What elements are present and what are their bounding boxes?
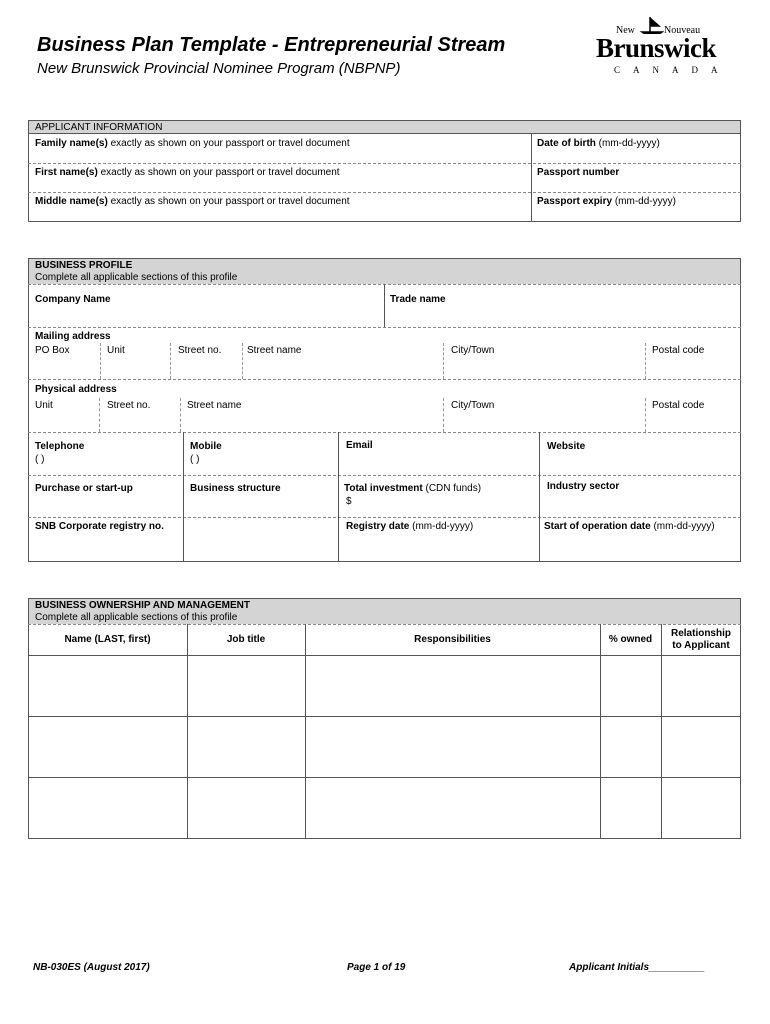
physical-city-field[interactable]: City/Town bbox=[451, 400, 495, 411]
table-row[interactable] bbox=[28, 656, 741, 716]
mailing-street-name-field[interactable]: Street name bbox=[247, 345, 302, 356]
mobile-field[interactable]: Mobile bbox=[190, 441, 222, 452]
mailing-street-no-field[interactable]: Street no. bbox=[178, 345, 222, 356]
snb-registry-field[interactable]: SNB Corporate registry no. bbox=[35, 521, 164, 532]
table-row[interactable] bbox=[28, 778, 741, 838]
mailing-unit-field[interactable]: Unit bbox=[107, 345, 125, 356]
table-row[interactable] bbox=[28, 717, 741, 777]
email-field[interactable]: Email bbox=[346, 440, 373, 451]
section-title: APPLICANT INFORMATION bbox=[35, 122, 163, 133]
first-name-field[interactable]: First name(s) exactly as shown on your passport or travel document bbox=[35, 167, 340, 178]
applicant-initials[interactable]: Applicant Initials__________ bbox=[569, 962, 705, 973]
new-brunswick-logo bbox=[594, 16, 731, 80]
physical-street-name-field[interactable]: Street name bbox=[187, 400, 242, 411]
physical-postal-field[interactable]: Postal code bbox=[652, 400, 705, 411]
form-id: NB-030ES (August 2017) bbox=[33, 962, 150, 973]
mailing-postal-field[interactable]: Postal code bbox=[652, 345, 705, 356]
column-header-name: Name (LAST, first) bbox=[64, 634, 151, 645]
page-title: Business Plan Template - Entrepreneurial Stream bbox=[37, 34, 506, 56]
logo-nouveau: Nouveau bbox=[664, 25, 701, 36]
page-subtitle: New Brunswick Provincial Nominee Program (NBPNP) bbox=[37, 60, 401, 77]
industry-sector-field[interactable]: Industry sector bbox=[547, 481, 620, 492]
business-profile-section bbox=[28, 258, 741, 562]
page-number: Page 1 of 19 bbox=[347, 962, 406, 973]
section-subtitle: Complete all applicable sections of this profile bbox=[35, 612, 238, 623]
column-header-relationship-2: to Applicant bbox=[672, 640, 730, 651]
trade-name-field[interactable]: Trade name bbox=[390, 294, 446, 305]
passport-expiry-field[interactable]: Passport expiry (mm-dd-yyyy) bbox=[537, 196, 676, 207]
telephone-field[interactable]: Telephone bbox=[35, 441, 85, 452]
company-name-field[interactable]: Company Name bbox=[35, 294, 111, 305]
telephone-area-code: ( ) bbox=[35, 454, 45, 465]
physical-street-no-field[interactable]: Street no. bbox=[107, 400, 151, 411]
total-investment-field[interactable]: Total investment (CDN funds) bbox=[344, 483, 482, 494]
section-title: BUSINESS PROFILE bbox=[35, 260, 133, 271]
logo-new: New bbox=[616, 25, 635, 36]
mobile-area-code: ( ) bbox=[190, 454, 200, 465]
business-structure-field[interactable]: Business structure bbox=[190, 483, 281, 494]
purchase-or-startup-field[interactable]: Purchase or start-up bbox=[35, 483, 133, 494]
start-of-operation-field[interactable]: Start of operation date (mm-dd-yyyy) bbox=[544, 521, 715, 532]
logo-canada: CANADA bbox=[614, 65, 731, 75]
section-title: BUSINESS OWNERSHIP AND MANAGEMENT bbox=[35, 600, 251, 611]
column-header-responsibilities: Responsibilities bbox=[414, 634, 491, 645]
mailing-po-box-field[interactable]: PO Box bbox=[35, 345, 70, 356]
column-header-job-title: Job title bbox=[226, 634, 266, 645]
registry-date-field[interactable]: Registry date (mm-dd-yyyy) bbox=[346, 521, 474, 532]
column-header-percent-owned: % owned bbox=[608, 634, 653, 645]
website-field[interactable]: Website bbox=[547, 441, 586, 452]
dollar-sign: $ bbox=[346, 496, 352, 507]
logo-brunswick: Brunswick bbox=[596, 33, 717, 63]
column-header-relationship: Relationship bbox=[670, 628, 731, 639]
mailing-city-field[interactable]: City/Town bbox=[451, 345, 495, 356]
ship-icon bbox=[638, 16, 664, 34]
date-of-birth-field[interactable]: Date of birth (mm-dd-yyyy) bbox=[537, 138, 660, 149]
family-name-field[interactable]: Family name(s) exactly as shown on your passport or travel document bbox=[35, 138, 350, 149]
passport-number-field[interactable]: Passport number bbox=[537, 167, 620, 178]
mailing-address-label: Mailing address bbox=[35, 331, 111, 342]
physical-unit-field[interactable]: Unit bbox=[35, 400, 53, 411]
section-subtitle: Complete all applicable sections of this profile bbox=[35, 272, 238, 283]
middle-name-field[interactable]: Middle name(s) exactly as shown on your passport or travel document bbox=[35, 196, 350, 207]
ownership-section bbox=[28, 598, 741, 839]
physical-address-label: Physical address bbox=[35, 384, 117, 395]
applicant-information-section bbox=[28, 120, 741, 222]
